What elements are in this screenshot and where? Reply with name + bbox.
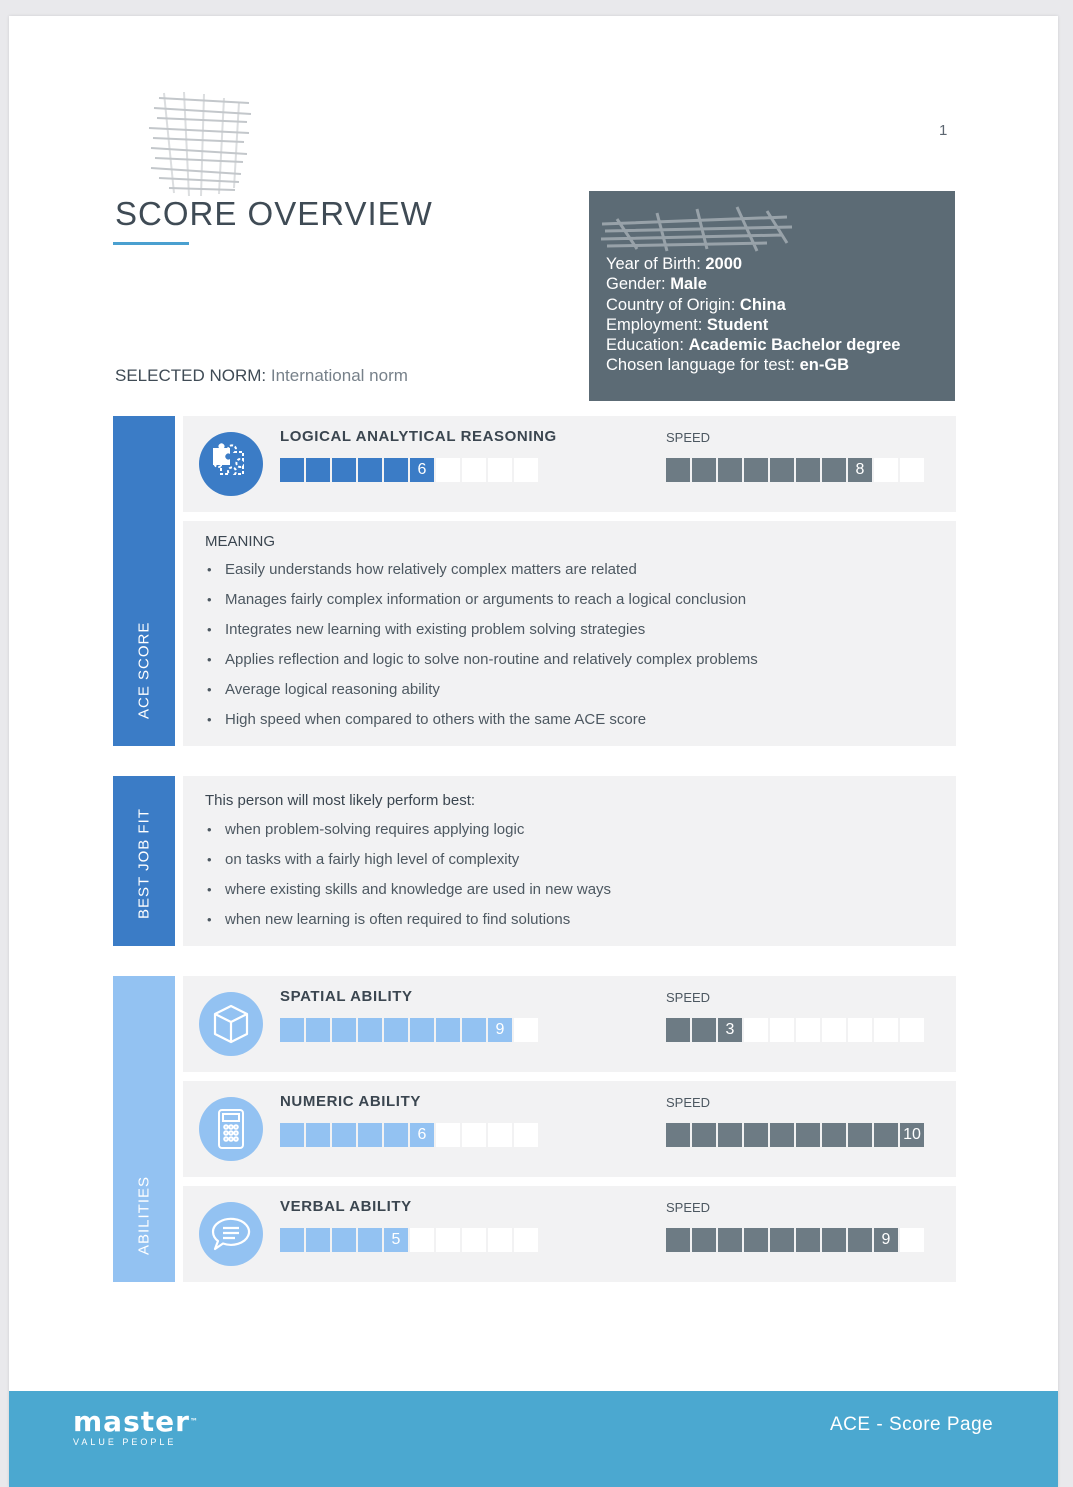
list-item: • Manages fairly complex information or arguments to reach a logical conclusion xyxy=(205,585,758,615)
bar-cell xyxy=(462,1123,486,1147)
list-item: • Easily understands how relatively complex matters are related xyxy=(205,555,758,585)
bar-cell xyxy=(358,1123,382,1147)
redacted-scribble xyxy=(139,78,264,203)
logical-score-bar xyxy=(280,458,538,482)
bar-cell xyxy=(822,1018,846,1042)
profile-language: Chosen language for test: en-GB xyxy=(606,356,850,375)
bar-cell xyxy=(410,1018,434,1042)
bar-cell xyxy=(900,1228,924,1252)
bar-cell xyxy=(770,1228,794,1252)
norm-value: International norm xyxy=(270,366,408,385)
bar-cell xyxy=(384,458,408,482)
puzzle-icon xyxy=(199,432,263,496)
bar-cell xyxy=(280,1018,304,1042)
verbal-ability-title: VERBAL ABILITY xyxy=(280,1198,412,1215)
speech-bubble-icon xyxy=(199,1202,263,1266)
bar-cell: 3 xyxy=(718,1018,742,1042)
bar-cell xyxy=(514,1123,538,1147)
bar-cell xyxy=(306,1018,330,1042)
bar-cell xyxy=(306,1228,330,1252)
bar-cell: 6 xyxy=(410,458,434,482)
logo-tagline: VALUE PEOPLE xyxy=(73,1437,177,1447)
list-item: • when new learning is often required to find solutions xyxy=(205,905,611,935)
bar-cell xyxy=(332,1018,356,1042)
bar-cell xyxy=(436,1228,460,1252)
numeric-ability-panel xyxy=(183,1081,956,1177)
bar-cell xyxy=(900,458,924,482)
cube-icon xyxy=(199,992,263,1056)
bar-cell xyxy=(488,458,512,482)
bar-cell xyxy=(666,1123,690,1147)
list-item: • on tasks with a fairly high level of complexity xyxy=(205,845,611,875)
bar-cell: 6 xyxy=(410,1123,434,1147)
bar-cell xyxy=(488,1228,512,1252)
bar-cell xyxy=(692,1228,716,1252)
numeric-score-bar xyxy=(280,1123,538,1147)
bar-cell xyxy=(744,458,768,482)
bar-cell xyxy=(796,1123,820,1147)
numeric-ability-title: NUMERIC ABILITY xyxy=(280,1093,421,1110)
bar-cell xyxy=(666,458,690,482)
bar-cell xyxy=(796,1228,820,1252)
bar-cell xyxy=(718,1123,742,1147)
bar-cell xyxy=(436,458,460,482)
list-item: • High speed when compared to others with the same ACE score xyxy=(205,705,758,735)
bar-cell xyxy=(514,1228,538,1252)
bar-cell: 9 xyxy=(488,1018,512,1042)
bar-cell xyxy=(306,458,330,482)
bar-cell xyxy=(770,458,794,482)
meaning-panel xyxy=(183,521,956,746)
bar-cell xyxy=(770,1123,794,1147)
bar-cell xyxy=(692,1018,716,1042)
bar-cell xyxy=(462,1228,486,1252)
bar-cell xyxy=(358,458,382,482)
speed-label: SPEED xyxy=(666,430,711,445)
bar-cell xyxy=(822,1123,846,1147)
bar-cell xyxy=(436,1018,460,1042)
verbal-speed-bar xyxy=(666,1228,924,1252)
profile-lines xyxy=(606,254,900,376)
abilities-tab: ABILITIES xyxy=(113,976,175,1282)
bar-cell xyxy=(822,1228,846,1252)
bar-cell xyxy=(280,458,304,482)
bar-cell xyxy=(306,1123,330,1147)
numeric-speed-bar xyxy=(666,1123,924,1147)
spatial-speed-bar xyxy=(666,1018,924,1042)
job-fit-panel xyxy=(183,776,956,946)
bar-cell xyxy=(462,1018,486,1042)
bar-cell xyxy=(874,458,898,482)
bar-cell xyxy=(770,1018,794,1042)
bar-cell xyxy=(280,1228,304,1252)
profile-employment: Employment: Student xyxy=(606,315,769,334)
bar-cell xyxy=(514,1018,538,1042)
norm-label: SELECTED NORM: xyxy=(115,366,267,385)
logical-reasoning-title: LOGICAL ANALYTICAL REASONING xyxy=(280,428,557,445)
bar-cell xyxy=(848,1018,872,1042)
bar-cell xyxy=(462,458,486,482)
selected-norm xyxy=(115,366,408,386)
spatial-score-bar xyxy=(280,1018,538,1042)
bar-cell xyxy=(796,458,820,482)
bar-cell xyxy=(358,1228,382,1252)
spatial-ability-title: SPATIAL ABILITY xyxy=(280,988,413,1005)
redacted-name xyxy=(597,199,797,259)
title-underline xyxy=(113,242,189,245)
bar-cell xyxy=(332,458,356,482)
list-item: • where existing skills and knowledge are used in new ways xyxy=(205,875,611,905)
bar-cell xyxy=(692,1123,716,1147)
bar-cell: 5 xyxy=(384,1228,408,1252)
bar-cell: 9 xyxy=(874,1228,898,1252)
speed-label: SPEED xyxy=(666,990,711,1005)
bar-cell xyxy=(666,1228,690,1252)
bar-cell xyxy=(822,458,846,482)
bar-cell xyxy=(796,1018,820,1042)
verbal-ability-panel xyxy=(183,1186,956,1282)
bar-cell xyxy=(718,1228,742,1252)
bar-cell xyxy=(332,1123,356,1147)
bar-cell xyxy=(874,1123,898,1147)
bar-cell xyxy=(848,1123,872,1147)
bar-cell xyxy=(744,1228,768,1252)
list-item: • Integrates new learning with existing problem solving strategies xyxy=(205,615,758,645)
bar-cell xyxy=(718,458,742,482)
profile-education: Education: Academic Bachelor degree xyxy=(606,336,901,355)
bar-cell xyxy=(384,1123,408,1147)
bar-cell xyxy=(744,1018,768,1042)
list-item: • Average logical reasoning ability xyxy=(205,675,758,705)
bar-cell xyxy=(332,1228,356,1252)
bar-cell xyxy=(436,1123,460,1147)
bar-cell: 10 xyxy=(900,1123,924,1147)
list-item: • Applies reflection and logic to solve non-routine and relatively complex problems xyxy=(205,645,758,675)
bar-cell xyxy=(692,458,716,482)
logical-speed-bar xyxy=(666,458,924,482)
bar-cell xyxy=(848,1228,872,1252)
bar-cell xyxy=(666,1018,690,1042)
bar-cell xyxy=(358,1018,382,1042)
best-job-fit-tab: BEST JOB FIT xyxy=(113,776,175,946)
ace-score-tab: ACE SCORE xyxy=(113,416,175,746)
bar-cell xyxy=(384,1018,408,1042)
candidate-profile xyxy=(589,191,955,401)
meaning-title: MEANING xyxy=(205,533,276,550)
bar-cell xyxy=(514,458,538,482)
spatial-ability-panel xyxy=(183,976,956,1072)
speed-label: SPEED xyxy=(666,1095,711,1110)
list-item: • when problem-solving requires applying logic xyxy=(205,815,611,845)
page-number: 1 xyxy=(939,122,948,139)
bar-cell xyxy=(488,1123,512,1147)
meaning-list xyxy=(205,555,758,735)
bar-cell: 8 xyxy=(848,458,872,482)
page-title: SCORE OVERVIEW xyxy=(115,195,433,232)
profile-birth-year: Year of Birth: 2000 xyxy=(606,255,743,273)
verbal-score-bar xyxy=(280,1228,538,1252)
bar-cell xyxy=(280,1123,304,1147)
bar-cell xyxy=(900,1018,924,1042)
footer xyxy=(9,1391,1058,1487)
master-logo: master™ VALUE PEOPLE xyxy=(73,1405,199,1447)
calculator-icon xyxy=(199,1097,263,1161)
footer-title: ACE - Score Page xyxy=(830,1414,994,1435)
bar-cell xyxy=(874,1018,898,1042)
profile-gender: Gender: Male xyxy=(606,275,707,294)
bar-cell xyxy=(410,1228,434,1252)
speed-label: SPEED xyxy=(666,1200,711,1215)
report-page xyxy=(9,16,1058,1487)
job-fit-intro: This person will most likely perform best: xyxy=(205,792,476,809)
logical-reasoning-panel xyxy=(183,416,956,512)
bar-cell xyxy=(744,1123,768,1147)
profile-country: Country of Origin: China xyxy=(606,295,786,314)
job-fit-list xyxy=(205,815,611,935)
